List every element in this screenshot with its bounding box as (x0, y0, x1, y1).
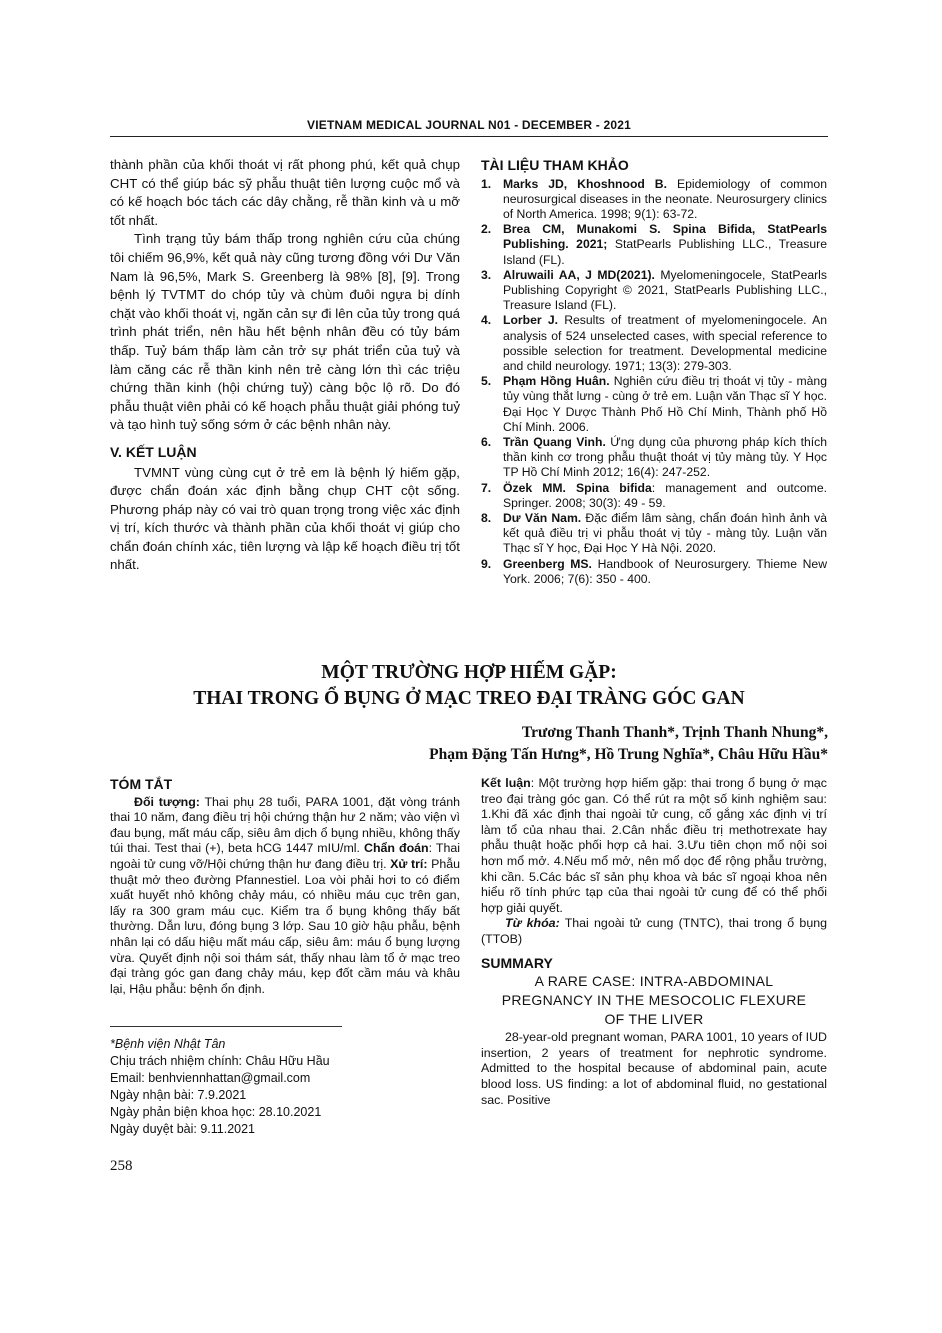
summary-title-line3: OF THE LIVER (604, 1011, 704, 1028)
reference-item: 4. Lorber J. Results of treatment of myelomeningocele. An analysis of 524 unselected cases, with special reference to possible selection for treatment. Developmental medicine and child neurology. 1971; 13(3): 279-303. (481, 313, 827, 374)
paragraph: thành phần của khối thoát vị rất phong phú, kết quả chụp CHT có thể giúp bác sỹ phẫu thuật tiên lượng cuộc mổ và có kế hoạch bóc tách các dây chằng, rễ thần kinh và u mỡ tốt nhất. (110, 157, 460, 228)
references-heading: TÀI LIỆU THAM KHẢO (481, 157, 629, 173)
reference-item: 7. Özek MM. Spina bifida: management and outcome. Springer. 2008; 30(3): 49 - 59. (481, 480, 827, 510)
keywords: Từ khóa: Thai ngoài tử cung (TNTC), thai trong ổ bụng (TTOB) (481, 916, 827, 946)
article-title-line2: THAI TRONG Ổ BỤNG Ở MẠC TREO ĐẠI TRÀNG GÓC GAN (193, 688, 745, 709)
abstract-right (481, 776, 827, 1108)
date-accepted: Ngày duyệt bài: 9.11.2021 (110, 1122, 256, 1136)
journal-header: VIETNAM MEDICAL JOURNAL N01 - DECEMBER - 2021 (307, 118, 631, 132)
footnote-rule (110, 1026, 342, 1027)
reference-item: 8. Dư Văn Nam. Đặc điểm lâm sàng, chẩn đoán hình ảnh và kết quả điều trị vi phẫu thoát vị tủy - màng tủy. Luận văn Thạc sĩ Y học, Đại Học Y Hà Nội. 2020. (481, 511, 827, 556)
date-reviewed: Ngày phản biện khoa học: 28.10.2021 (110, 1105, 322, 1119)
affiliation: *Bệnh viện Nhật Tân (110, 1037, 226, 1051)
summary-title-line2: PREGNANCY IN THE MESOCOLIC FLEXURE (501, 992, 807, 1009)
paragraph: TVMNT vùng cùng cụt ở trẻ em là bệnh lý hiếm gặp, được chẩn đoán xác định bằng chụp CHT cột sống. Phương pháp này có vai trò quan trọng trong việc xác định vị trí, kích thước và thành phần của khối thoát vị giúp cho chẩn đoán chính xác, tiên lượng và lập kế hoạch điều trị tốt nhất. (110, 464, 460, 573)
reference-item: 9. Greenberg MS. Handbook of Neurosurgery. Thieme New York. 2006; 7(6): 350 - 400. (481, 556, 828, 586)
date-received: Ngày nhận bài: 7.9.2021 (110, 1088, 247, 1102)
reference-item: 5. Phạm Hồng Huân. Nghiên cứu điều trị thoát vị tủy - màng tủy vùng thắt lưng - cùng ở trẻ em. Luận văn Thạc sĩ Y học. Đại Học Y Dược Thành Phố Hồ Chí Minh, Thành phố Hồ Chí Minh. 2006. (481, 374, 827, 434)
reference-list (481, 177, 827, 587)
left-column-top (110, 156, 460, 575)
abstract-heading: TÓM TẮT (110, 776, 173, 792)
reference-item: 3. Alruwaili AA, J MD(2021). Myelomeningocele, StatPearls Publishing Copyright © 2021, StatPearls Publishing LLC., Treasure Island (FL). (481, 267, 827, 313)
article-title-line1: MỘT TRƯỜNG HỢP HIẾM GẶP: (321, 662, 617, 683)
page-number: 258 (110, 1158, 133, 1174)
reference-item: 2. Brea CM, Munakomi S. Spina Bifida, StatPearls Publishing. 2021; StatPearls Publishing LLC., Treasure Island (FL). (481, 222, 827, 267)
summary-title-line1: A RARE CASE: INTRA-ABDOMINAL (534, 973, 774, 990)
paragraph: Tình trạng tủy bám thấp trong nghiên cứu của chúng tôi chiếm 96,9%, kết quả này cũng tương đồng với Dư Văn Nam là 96,5%, Mark S. Greenberg là 98% [8], [9]. Trong bệnh lý TVTMT do chóp tủy và chùm đuôi ngựa bị dính chặt vào khối thoát vị, ngăn cản sự đi lên của tủy trong quá trình phát triển, nên hầu hết bệnh nhân đều có tủy bám thấp. Tuỷ bám thấp làm cản trở sự phát triển của tuỷ và làm căng các rễ thần kinh nên trẻ càng lớn thì các triệu chứng thần kinh (hội chứng tuỷ) càng bộc lộ rõ. Do đó phẫu thuật viên phải có kế hoạch phẫu thuật giải phóng tuỷ và tạo hình tuỷ sống sớm ở các bệnh nhân này. (110, 231, 460, 433)
authors-line2: Phạm Đặng Tấn Hưng*, Hồ Trung Nghĩa*, Châu Hữu Hầu* (429, 746, 828, 763)
reference-item: 6. Trần Quang Vinh. Ứng dụng của phương pháp kích thích thần kinh cơ trong phẫu thuật thoát vị tủy màng tủy. Y Học TP Hồ Chí Minh 2012; 16(4): 247-252. (481, 435, 827, 480)
responsible-author: Chịu trách nhiệm chính: Châu Hữu Hầu (110, 1054, 330, 1068)
abstract-conclusion: Kết luận: Một trường hợp hiếm gặp: thai trong ổ bụng ở mạc treo đại tràng góc gan. Có thể rút ra một số kinh nghiệm sau: 1.Khi đã xác định thai ngoài tử cung, cố gắng xác định vị trí làm tổ của nhau thai. 2.Cân nhắc điều trị methotrexate hay phẫu thuật hoặc phối hợp cả hai. 3.Ưu tiên chọn mổ nội soi hơn mổ mở. 4.Nếu mổ mở, nên mổ dọc để rộng phẫu trường, khi cần. 5.Các bác sĩ sản phụ khoa và bác sĩ ngoại khoa nên hiểu rõ tính phức tạp của thai ngoài tử cung để có thể phối hợp giải quyết. (481, 776, 827, 915)
reference-item: 1. Marks JD, Khoshnood B. Epidemiology of common neurosurgical diseases in the neonate. Neurosurgery clinics of North America. 1998; 9(1): 63-72. (481, 176, 827, 221)
header-rule (110, 136, 828, 137)
summary-body: 28-year-old pregnant woman, PARA 1001, 10 years of IUD insertion, 2 years of treatment for nephrotic syndrome. Admitted to the hospital because of abdominal pain, acute blood loss. US finding: a lot of abdominal fluid, no gestational sac. Positive (481, 1030, 827, 1107)
abstract-body: Đối tượng: Thai phụ 28 tuổi, PARA 1001, đặt vòng tránh thai 10 năm, đang điều trị hội chứng thận hư 2 năm; vào viện vì đau bụng, mất máu cấp, siêu âm dịch ổ bụng nhiều, không thấy túi thai. Test thai (+), beta hCG 1447 mIU/ml. Chẩn đoán: Thai ngoài tử cung vỡ/Hội chứng thận hư đang điều trị. Xử trí: Phẫu thuật mở theo đường Pfannestiel. Loa vòi phải hơi to có điểm xuất huyết nhỏ không chảy máu, có nhiều máu cục trên gan, lấy ra 300 gram máu cục. Kiểm tra ổ bụng không thấy bất thường. Dẫn lưu, đóng bụng 3 lớp. Sau 10 giờ hậu phẫu, bệnh nhân lại có dấu hiệu mất máu cấp, siêu âm: máu ổ bụng lượng vừa. Quyết định nội soi thám sát, thấy nhau làm tổ ở mạc treo đại tràng góc gan đang chảy máu, kẹp đốt cầm máu và khâu lại, Hậu phẫu: bệnh ổn định. (110, 794, 461, 996)
authors-line1: Trương Thanh Thanh*, Trịnh Thanh Nhung*, (521, 724, 828, 741)
references-section (481, 156, 827, 587)
email: Email: benhviennhattan@gmail.com (110, 1071, 311, 1085)
summary-heading: SUMMARY (481, 954, 553, 971)
footnote (110, 1036, 470, 1138)
conclusion-heading: V. KẾT LUẬN (110, 443, 197, 460)
abstract-left (110, 777, 460, 1017)
